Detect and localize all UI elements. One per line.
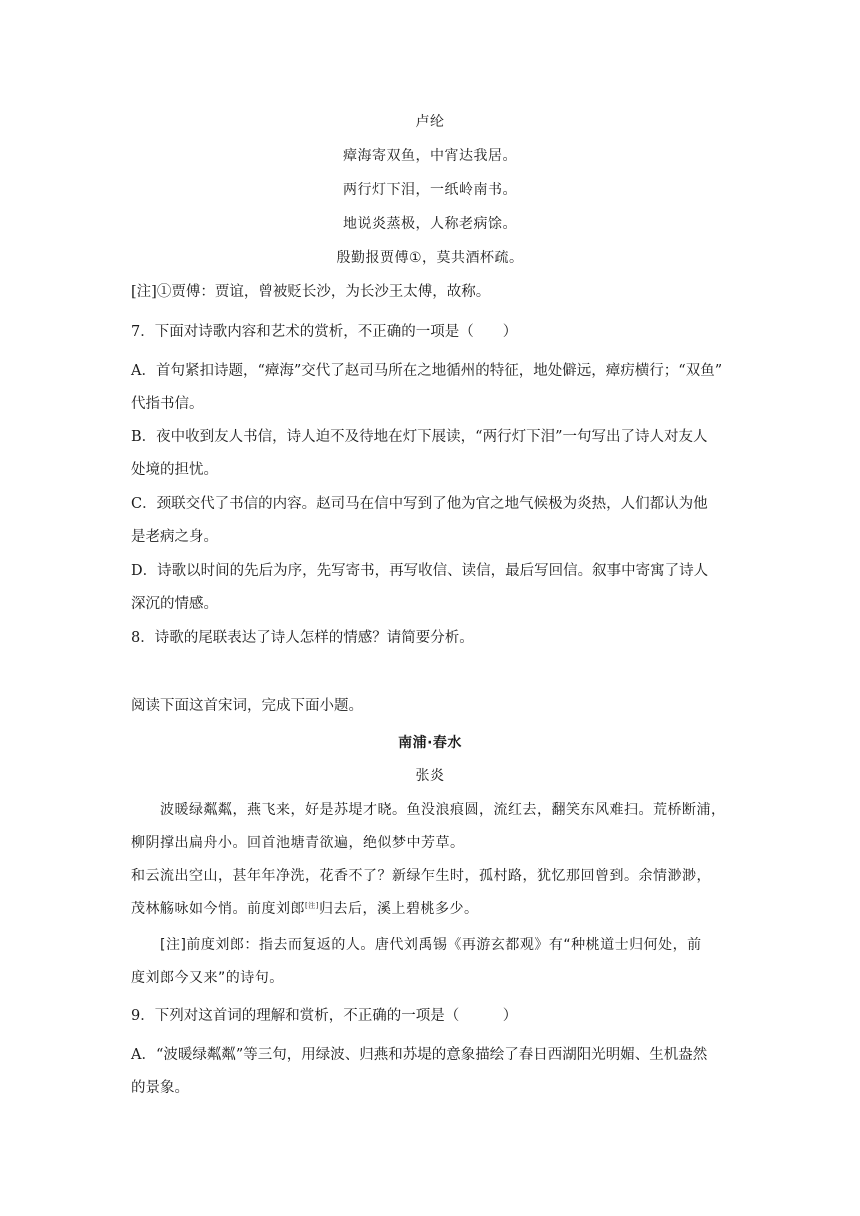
poem1-line-2: 两行灯下泪，一纸岭南书。 [343, 182, 517, 198]
poem2-line-4 [131, 899, 478, 919]
q7-option-b-line-1: B．夜中收到友人书信，诗人迫不及待地在灯下展读，“两行灯下泪”一句写出了诗人对友人 [131, 429, 708, 445]
poem1-author: 卢纶 [415, 114, 445, 130]
poem2-line-2: 柳阴撑出扁舟小。回首池塘青欲遍，绝似梦中芳草。 [131, 835, 465, 851]
q7-option-d-line-1: D．诗歌以时间的先后为序，先写寄书，再写收信、读信，最后写回信。叙事中寄寓了诗人 [131, 563, 709, 579]
section-intro: 阅读下面这首宋词，完成下面小题。 [131, 698, 363, 714]
poem2-line-4-end: 归去后，溪上碧桃多少。 [318, 901, 479, 917]
q7-option-a-line-1: A．首句紧扣诗题，“瘴海”交代了赵司马所在之地循州的特征，地处僻远，瘴疠横行；“双鱼” [131, 363, 723, 379]
poem1-line-3: 地说炎蒸极，人称老病馀。 [343, 216, 517, 232]
poem1-line-1: 瘴海寄双鱼，中宵达我居。 [343, 148, 517, 164]
q7-option-c-line-2: 是老病之身。 [131, 529, 218, 545]
poem2-title: 南浦·春水 [398, 735, 462, 751]
poem2-author: 张炎 [415, 768, 445, 784]
poem2-line-1: 波暖绿粼粼，燕飞来，好是苏堤才晓。鱼没浪痕圆，流红去，翻笑东风难扫。荒桥断浦， [160, 802, 726, 818]
q9-option-a-line-2: 的景象。 [131, 1080, 189, 1096]
q7-option-a-line-2: 代指书信。 [131, 396, 204, 412]
poem2-note-line-2: 度刘郎今又来”的诗句。 [131, 970, 284, 986]
q7-option-c-line-1: C．颈联交代了书信的内容。赵司马在信中写到了他为官之地气候极为炎热，人们都认为他 [131, 496, 708, 512]
footnote-marker: [注] [305, 901, 319, 910]
poem2-line-4-start: 茂林觞咏如今悄。前度刘郎 [131, 901, 305, 917]
poem2-line-3: 和云流出空山，甚年年净洗，花香不了？新绿乍生时，孤村路，犹忆那回曾到。余情渺渺， [131, 868, 711, 884]
poem1-line-4: 殷勤报贾傅①，莫共酒杯疏。 [336, 250, 524, 266]
question-9-stem: 9．下列对这首词的理解和赏析，不正确的一项是（ ） [131, 1008, 518, 1024]
question-8-stem: 8．诗歌的尾联表达了诗人怎样的情感？请简要分析。 [131, 630, 474, 646]
question-7-stem: 7．下面对诗歌内容和艺术的赏析，不正确的一项是（ ） [131, 324, 518, 340]
q7-option-b-line-2: 处境的担忧。 [131, 462, 218, 478]
q9-option-a-line-1: A．“波暖绿粼粼”等三句，用绿波、归燕和苏堤的意象描绘了春日西湖阳光明媚、生机盎然 [131, 1047, 708, 1063]
poem1-note: [注]①贾傅：贾谊，曾被贬长沙，为长沙王太傅，故称。 [131, 284, 491, 300]
poem2-note-line-1: [注]前度刘郎：指去而复返的人。唐代刘禹锡《再游玄都观》有“种桃道士归何处，前 [160, 937, 702, 953]
q7-option-d-line-2: 深沉的情感。 [131, 596, 218, 612]
